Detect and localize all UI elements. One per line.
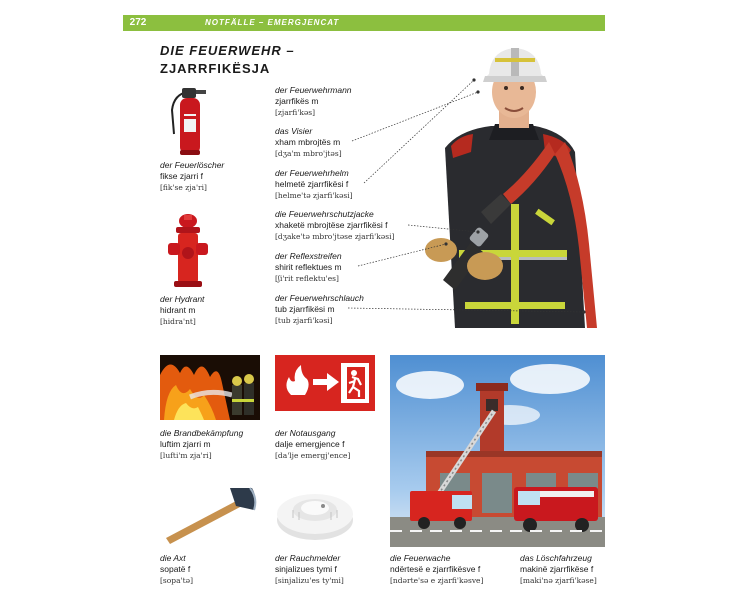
pronunciation: [lufti'm zja'ri] [160, 451, 212, 460]
german-term: das Visier [275, 126, 313, 136]
page-title-albanian: ZJARRFIKËSJA [160, 61, 271, 76]
pronunciation: [zjarfi'kəs] [275, 108, 316, 117]
albanian-term: makinë zjarrfikëse f [520, 564, 594, 574]
german-term: die Axt [160, 553, 186, 563]
entry-fire-station [390, 553, 483, 586]
albanian-term: ndërtesë e zjarrfikësve f [390, 564, 481, 574]
pronunciation: [fik'se zja'ri] [160, 183, 207, 192]
albanian-term: shirit reflektues m [275, 262, 342, 272]
entry-visor [275, 126, 342, 159]
german-term: die Feuerwehrschutzjacke [275, 209, 374, 219]
pronunciation: [helme'tə zjarfi'kəsi] [275, 191, 353, 200]
entry-fire-engine [520, 553, 597, 586]
pronunciation: [sinjalizu'es ty'mi] [275, 576, 344, 585]
emergency-exit-sign-image [275, 355, 375, 411]
pronunciation: [dʒake'tə mbro'jtəse zjarfi'kəsi] [275, 232, 395, 241]
pronunciation: [ndərte'sə e zjarfi'kəsve] [390, 576, 484, 585]
axe-image [160, 482, 260, 544]
entry-reflector [275, 251, 342, 284]
albanian-term: tub zjarrfikësi m [275, 304, 335, 314]
albanian-term: sinjalizues tymi f [275, 564, 337, 574]
page-title [160, 42, 295, 78]
albanian-term: sopatë f [160, 564, 191, 574]
german-term: der Rauchmelder [275, 553, 341, 563]
pronunciation: [hidra'nt] [160, 317, 196, 326]
german-term: die Feuerwache [390, 553, 451, 563]
albanian-term: dalje emergjence f [275, 439, 345, 449]
german-term: das Löschfahrzeug [520, 553, 592, 563]
pronunciation: [maki'nə zjarfi'kəse] [520, 576, 597, 585]
german-term: der Feuerwehrschlauch [275, 293, 364, 303]
section-title: NOTFÄLLE – EMERGJENCAT [153, 15, 339, 31]
hydrant-image [164, 213, 212, 289]
fire-extinguisher-image [166, 84, 214, 158]
firefighting-image [160, 355, 260, 420]
albanian-term: zjarrfikës m [275, 96, 319, 106]
smoke-detector-image [275, 480, 355, 544]
albanian-term: xham mbrojtës m [275, 137, 341, 147]
entry-firefighting [160, 428, 243, 461]
entry-helmet [275, 168, 353, 201]
page-title-german: DIE FEUERWEHR – [160, 43, 295, 58]
albanian-term: helmetë zjarrfikësi f [275, 179, 349, 189]
german-term: der Feuerlöscher [160, 160, 225, 170]
entry-extinguisher [160, 160, 224, 193]
entry-hydrant [160, 294, 204, 327]
entry-hose [275, 293, 364, 326]
albanian-term: fikse zjarri f [160, 171, 204, 181]
firefighter-image [415, 44, 605, 328]
pronunciation: [da'lje emergj'ence] [275, 451, 351, 460]
german-term: der Notausgang [275, 428, 336, 438]
entry-emergency-exit [275, 428, 350, 461]
german-term: der Feuerwehrmann [275, 85, 352, 95]
pronunciation: [tub zjarfi'kəsi] [275, 316, 333, 325]
german-term: der Reflexstreifen [275, 251, 342, 261]
entry-smoke-detector [275, 553, 344, 586]
pronunciation: [dʒa'm mbro'jtəs] [275, 149, 342, 158]
entry-fireman [275, 85, 352, 118]
albanian-term: xhaketë mbrojtëse zjarrfikësi f [275, 220, 388, 230]
albanian-term: luftim zjarri m [160, 439, 211, 449]
pronunciation: [sopa'tə] [160, 576, 194, 585]
entry-jacket [275, 209, 394, 242]
fire-station-image [390, 355, 605, 547]
albanian-term: hidrant m [160, 305, 196, 315]
page-number: 272 [123, 15, 153, 31]
german-term: die Brandbekämpfung [160, 428, 244, 438]
german-term: der Feuerwehrhelm [275, 168, 349, 178]
pronunciation: [ʃi'rit reflektu'es] [275, 274, 339, 283]
header-bar [123, 15, 605, 31]
german-term: der Hydrant [160, 294, 205, 304]
entry-axe [160, 553, 193, 586]
